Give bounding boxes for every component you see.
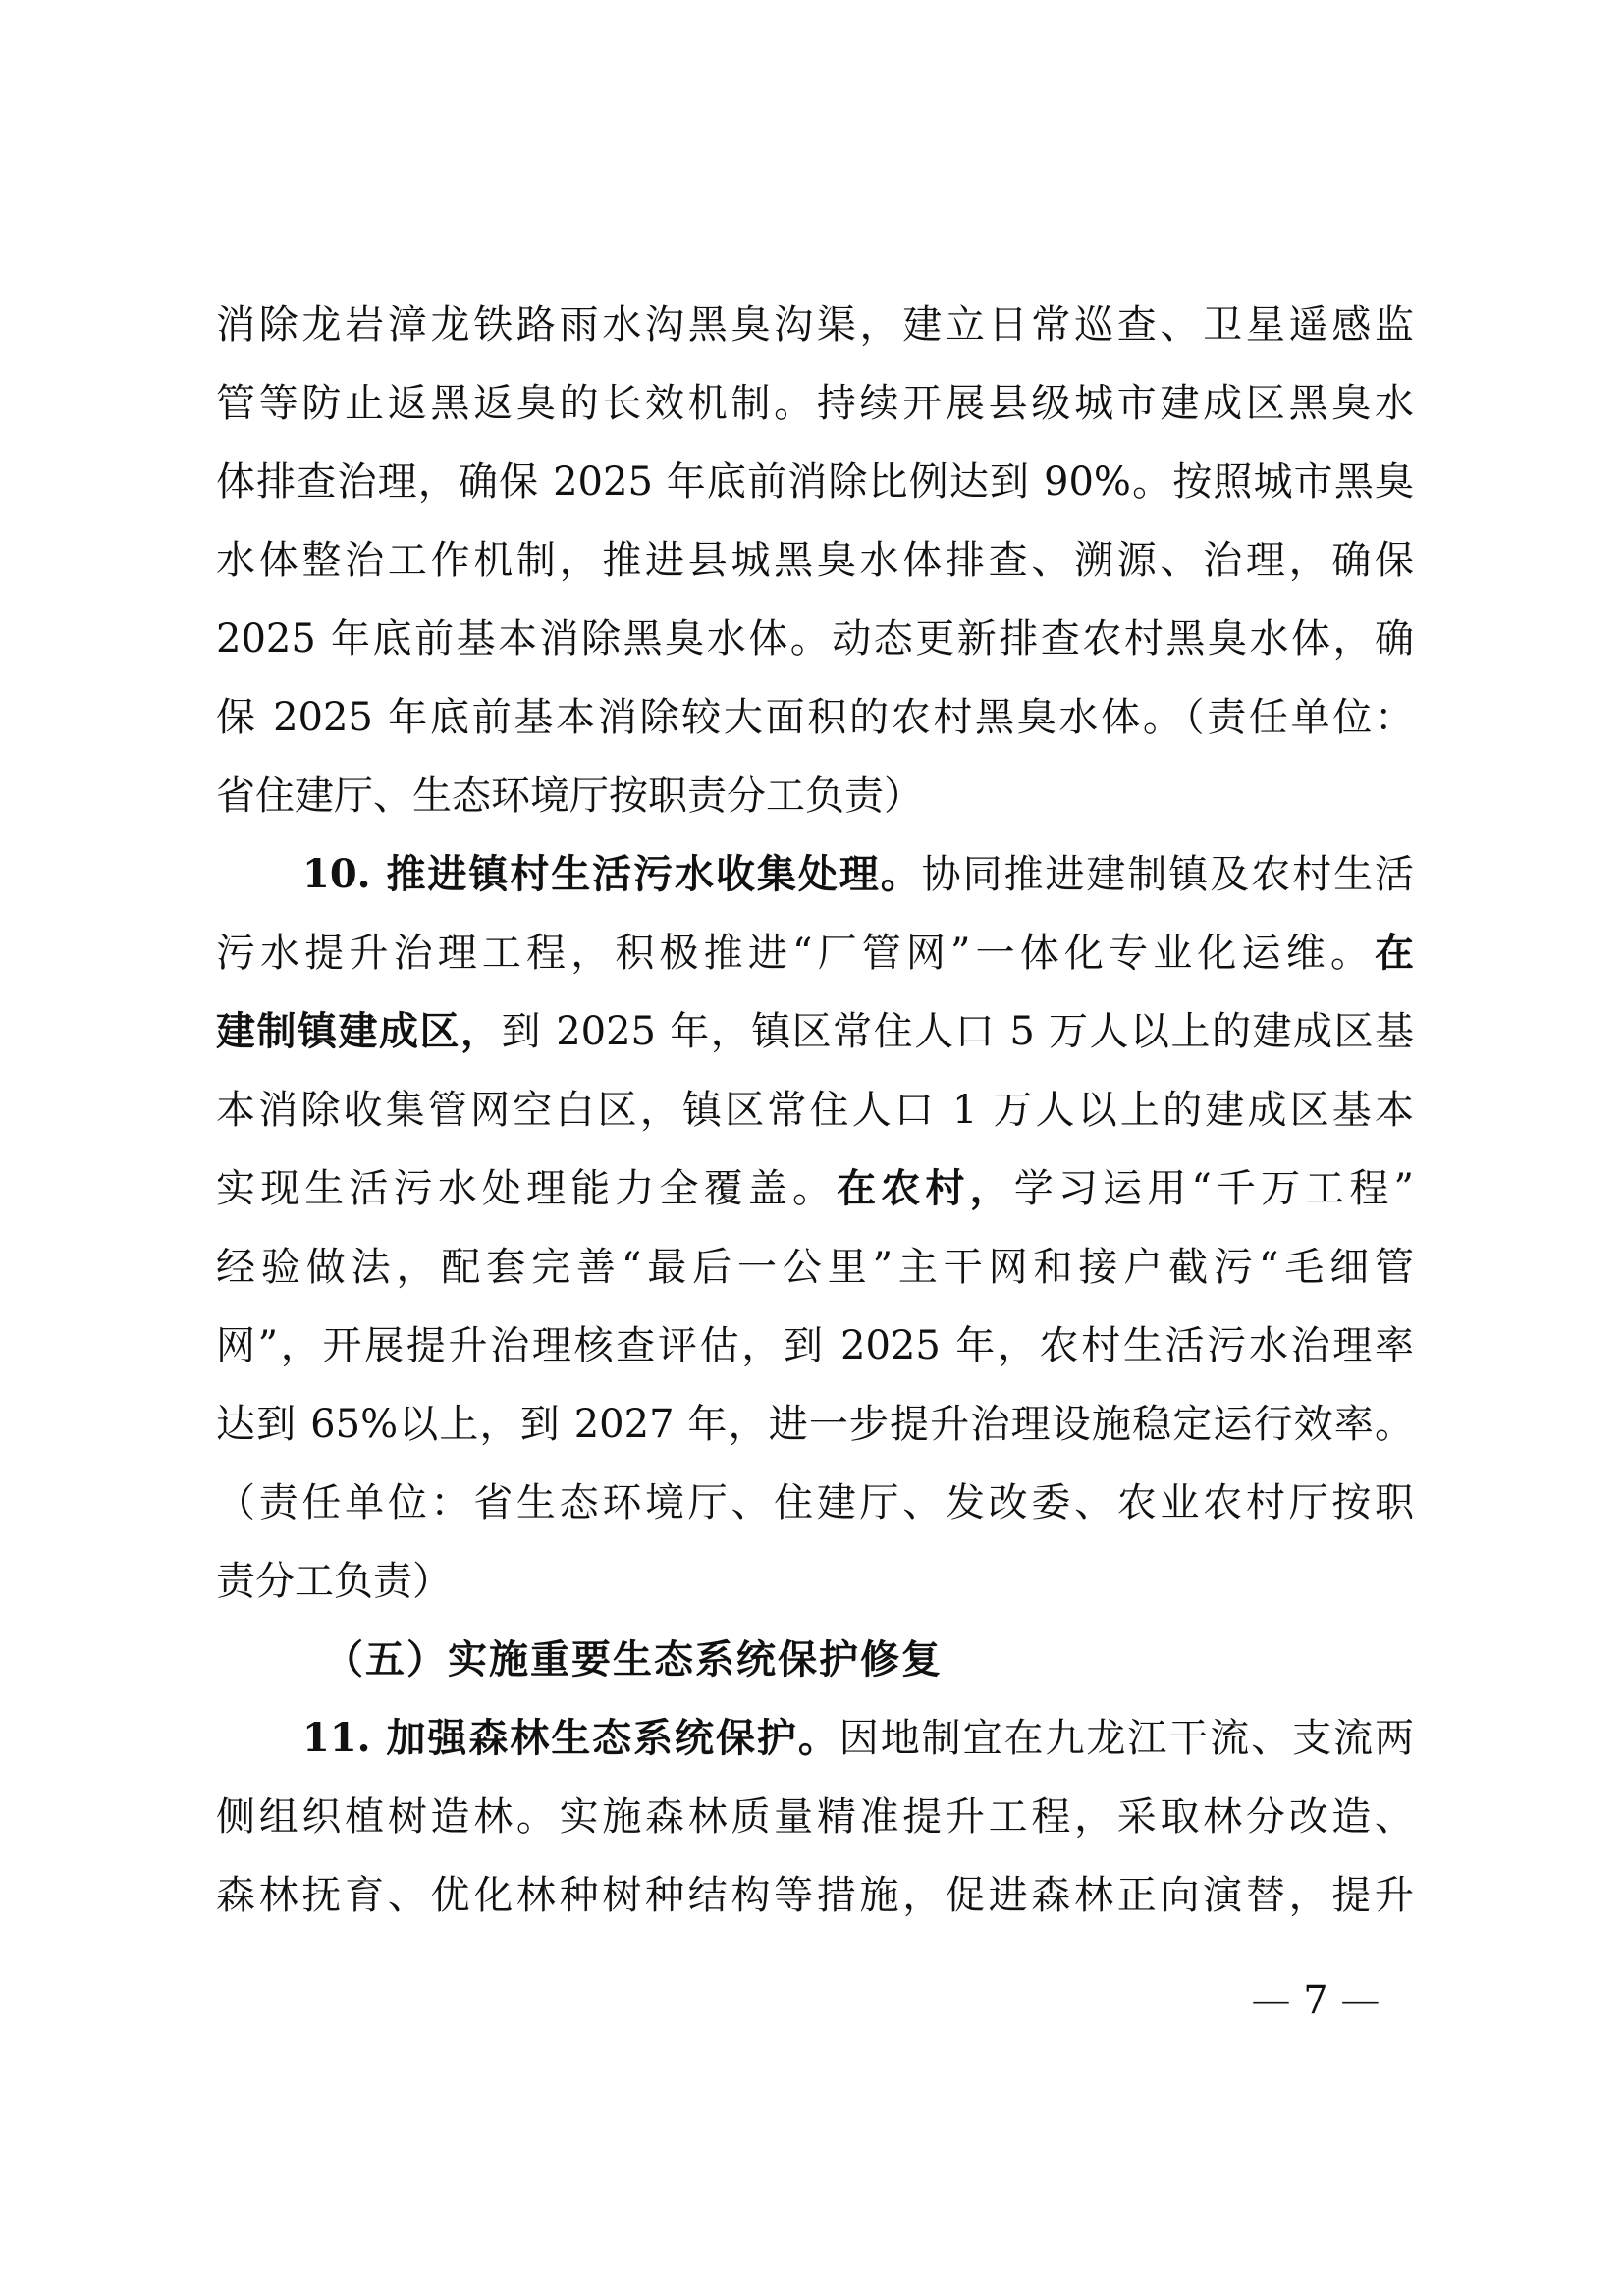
body-text-line — [216, 528, 1414, 593]
bold-phrase: 在农村， — [837, 1165, 1014, 1211]
body-text-line — [216, 1785, 1414, 1849]
section-heading — [216, 1628, 1414, 1692]
body-text-line — [216, 607, 1414, 671]
body-text-line — [216, 921, 1414, 986]
body-text-line — [216, 1156, 1414, 1221]
body-text-line — [216, 293, 1414, 357]
body-text-line — [216, 1313, 1414, 1378]
line-text: 本消除收集管网空白区，镇区常住人口 1 万人以上的建成区基本 — [216, 1088, 1414, 1133]
line-text: 经验做法，配套完善“最后一公里”主干网和接户截污“毛细管 — [216, 1245, 1414, 1290]
body-text-line — [216, 1470, 1414, 1535]
line-text: 2025 年底前基本消除黑臭水体。动态更新排查农村黑臭水体，确 — [216, 616, 1414, 662]
body-text-line — [216, 1078, 1414, 1143]
line-text: 网”，开展提升治理核查评估，到 2025 年，农村生活污水治理率 — [216, 1323, 1414, 1368]
line-text: 责分工负责） — [216, 1559, 452, 1604]
body-text-line — [216, 371, 1414, 436]
line-text: 保 2025 年底前基本消除较大面积的农村黑臭水体。（责任单位： — [216, 695, 1414, 740]
item-10-first-line — [216, 842, 1414, 907]
line-text: 管等防止返黑返臭的长效机制。持续开展县级城市建成区黑臭水 — [216, 381, 1414, 426]
line-text: 因地制宜在九龙江干流、支流两 — [839, 1716, 1414, 1761]
line-text-tail: 学习运用“千万工程” — [1013, 1166, 1414, 1211]
item-11-first-line — [216, 1706, 1414, 1771]
item-10-title: 10. 推进镇村生活污水收集处理。 — [302, 851, 922, 897]
line-text: 体排查治理，确保 2025 年底前消除比例达到 90%。按照城市黑臭 — [216, 459, 1414, 505]
line-text: 实现生活污水处理能力全覆盖。 — [216, 1166, 838, 1211]
bold-phrase: 建制镇建成区， — [216, 1008, 502, 1054]
body-text-line — [216, 1863, 1414, 1928]
line-text: 消除龙岩漳龙铁路雨水沟黑臭沟渠，建立日常巡查、卫星遥感监 — [216, 302, 1414, 347]
page-number: — 7 — — [1251, 1978, 1380, 2023]
body-text-line — [216, 1549, 1414, 1614]
line-text: （责任单位：省生态环境厅、住建厅、发改委、农业农村厅按职 — [216, 1480, 1414, 1525]
line-text: 省住建厅、生态环境厅按职责分工负责） — [216, 774, 923, 819]
line-text: 污水提升治理工程，积极推进“厂管网”一体化专业化运维。 — [216, 931, 1375, 976]
line-text: 到 2025 年，镇区常住人口 5 万人以上的建成区基 — [501, 1009, 1414, 1054]
line-text: 森林抚育、优化林种树种结构等措施，促进森林正向演替，提升 — [216, 1873, 1414, 1918]
body-text-line — [216, 1235, 1414, 1300]
section-heading-text: （五）实施重要生态系统保护修复 — [324, 1637, 943, 1682]
line-text: 侧组织植树造林。实施森林质量精准提升工程，采取林分改造、 — [216, 1794, 1414, 1840]
bold-phrase: 在 — [1375, 930, 1414, 976]
body-text-line — [216, 764, 1414, 828]
line-text: 协同推进建制镇及农村生活 — [921, 852, 1414, 897]
body-text-line — [216, 450, 1414, 514]
body-text-line — [216, 685, 1414, 750]
line-text: 达到 65%以上，到 2027 年，进一步提升治理设施稳定运行效率。 — [216, 1402, 1414, 1447]
body-text-line — [216, 1392, 1414, 1457]
line-text: 水体整治工作机制，推进县城黑臭水体排查、溯源、治理，确保 — [216, 538, 1414, 583]
body-text-line — [216, 999, 1414, 1064]
item-11-title: 11. 加强森林生态系统保护。 — [302, 1715, 839, 1761]
